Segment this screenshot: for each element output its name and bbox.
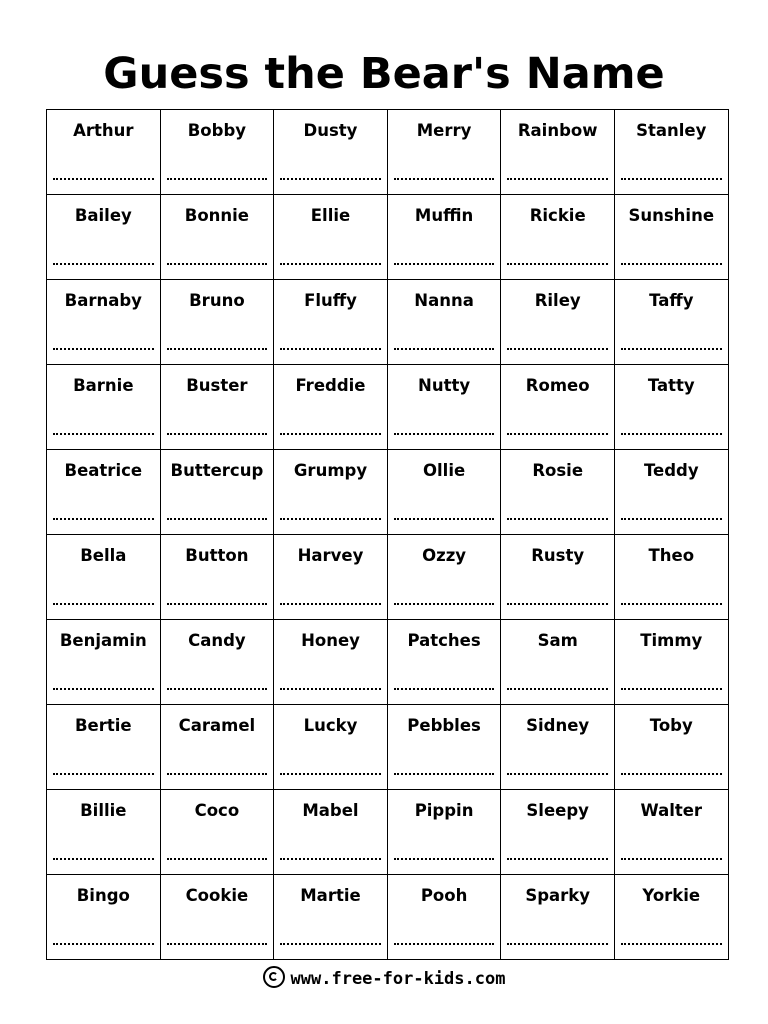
name-cell	[614, 110, 728, 195]
grid-row	[47, 705, 729, 790]
name-cell	[387, 365, 501, 450]
tally-dotted-line	[167, 688, 268, 690]
tally-dotted-line	[280, 433, 381, 435]
bear-name: Stanley	[636, 121, 707, 140]
bear-name: Nutty	[418, 376, 471, 395]
tally-dotted-line	[621, 858, 722, 860]
bear-name: Honey	[301, 631, 360, 650]
name-cell	[614, 875, 728, 960]
tally-dotted-line	[394, 858, 495, 860]
bear-names-grid	[46, 109, 729, 960]
tally-dotted-line	[280, 603, 381, 605]
name-cell	[501, 195, 615, 280]
bear-name: Sunshine	[628, 206, 715, 225]
bear-name: Rosie	[532, 461, 584, 480]
tally-dotted-line	[621, 518, 722, 520]
tally-dotted-line	[53, 603, 154, 605]
name-cell	[160, 620, 274, 705]
name-cell	[160, 280, 274, 365]
name-cell	[47, 875, 161, 960]
tally-dotted-line	[167, 943, 268, 945]
bear-name: Fluffy	[304, 291, 357, 310]
name-cell	[387, 705, 501, 790]
tally-dotted-line	[394, 263, 495, 265]
grid-row	[47, 875, 729, 960]
name-cell	[47, 110, 161, 195]
name-cell	[274, 110, 388, 195]
bear-name: Bingo	[76, 886, 130, 905]
tally-dotted-line	[280, 858, 381, 860]
tally-dotted-line	[167, 178, 268, 180]
name-cell	[501, 620, 615, 705]
tally-dotted-line	[280, 263, 381, 265]
bear-name: Tatty	[647, 376, 695, 395]
name-cell	[501, 450, 615, 535]
tally-dotted-line	[621, 263, 722, 265]
bear-name: Coco	[194, 801, 240, 820]
footer	[0, 966, 768, 992]
bear-name: Bella	[80, 546, 127, 565]
name-cell	[160, 365, 274, 450]
grid-row	[47, 450, 729, 535]
name-cell	[47, 705, 161, 790]
bear-name: Buster	[186, 376, 248, 395]
bear-name: Beatrice	[64, 461, 143, 480]
tally-dotted-line	[621, 433, 722, 435]
name-cell	[274, 365, 388, 450]
tally-dotted-line	[507, 518, 608, 520]
tally-dotted-line	[280, 348, 381, 350]
bear-name: Ollie	[422, 461, 466, 480]
bear-name: Barnie	[73, 376, 134, 395]
bear-name: Bonnie	[184, 206, 250, 225]
bear-name: Timmy	[640, 631, 703, 650]
name-cell	[387, 875, 501, 960]
name-cell	[274, 535, 388, 620]
tally-dotted-line	[53, 433, 154, 435]
bear-name: Ellie	[310, 206, 351, 225]
tally-dotted-line	[53, 688, 154, 690]
name-cell	[387, 280, 501, 365]
name-cell	[160, 535, 274, 620]
grid-row	[47, 620, 729, 705]
bear-name: Grumpy	[293, 461, 368, 480]
tally-dotted-line	[507, 603, 608, 605]
bear-name: Buttercup	[170, 461, 264, 480]
tally-dotted-line	[507, 688, 608, 690]
bear-name: Nanna	[414, 291, 474, 310]
name-cell	[47, 620, 161, 705]
name-cell	[501, 535, 615, 620]
tally-dotted-line	[394, 518, 495, 520]
tally-dotted-line	[507, 858, 608, 860]
tally-dotted-line	[53, 773, 154, 775]
tally-dotted-line	[621, 943, 722, 945]
bear-name: Pebbles	[407, 716, 481, 735]
tally-dotted-line	[280, 518, 381, 520]
bear-name: Theo	[648, 546, 695, 565]
bear-name: Taffy	[649, 291, 694, 310]
tally-dotted-line	[167, 433, 268, 435]
tally-dotted-line	[507, 943, 608, 945]
tally-dotted-line	[53, 518, 154, 520]
grid-body	[47, 110, 729, 960]
tally-dotted-line	[394, 348, 495, 350]
copyright-icon	[263, 966, 285, 988]
name-cell	[274, 195, 388, 280]
tally-dotted-line	[507, 348, 608, 350]
bear-name: Candy	[188, 631, 246, 650]
tally-dotted-line	[621, 348, 722, 350]
name-cell	[160, 875, 274, 960]
tally-dotted-line	[167, 348, 268, 350]
name-cell	[501, 790, 615, 875]
name-cell	[614, 705, 728, 790]
name-cell	[614, 365, 728, 450]
tally-dotted-line	[53, 178, 154, 180]
name-cell	[160, 195, 274, 280]
tally-dotted-line	[507, 433, 608, 435]
bear-name: Romeo	[525, 376, 590, 395]
name-cell	[160, 450, 274, 535]
name-cell	[274, 790, 388, 875]
name-cell	[614, 535, 728, 620]
name-cell	[160, 790, 274, 875]
name-cell	[387, 450, 501, 535]
name-cell	[614, 195, 728, 280]
tally-dotted-line	[280, 688, 381, 690]
name-cell	[614, 790, 728, 875]
name-cell	[274, 875, 388, 960]
grid-row	[47, 110, 729, 195]
bear-name: Sleepy	[526, 801, 589, 820]
bear-name: Martie	[300, 886, 361, 905]
name-cell	[501, 280, 615, 365]
name-cell	[274, 280, 388, 365]
tally-dotted-line	[394, 178, 495, 180]
name-cell	[47, 790, 161, 875]
bear-name: Rainbow	[517, 121, 598, 140]
name-cell	[501, 365, 615, 450]
tally-dotted-line	[53, 858, 154, 860]
tally-dotted-line	[167, 773, 268, 775]
grid-row	[47, 535, 729, 620]
tally-dotted-line	[394, 773, 495, 775]
tally-dotted-line	[621, 773, 722, 775]
bear-name: Bruno	[189, 291, 245, 310]
tally-dotted-line	[167, 263, 268, 265]
tally-dotted-line	[394, 943, 495, 945]
name-cell	[47, 450, 161, 535]
bear-name: Yorkie	[642, 886, 701, 905]
name-cell	[47, 280, 161, 365]
tally-dotted-line	[167, 603, 268, 605]
bear-name: Bertie	[74, 716, 132, 735]
bear-name: Riley	[534, 291, 581, 310]
bear-name: Rickie	[529, 206, 586, 225]
tally-dotted-line	[167, 858, 268, 860]
tally-dotted-line	[394, 688, 495, 690]
name-cell	[614, 450, 728, 535]
bear-name: Pippin	[414, 801, 474, 820]
bear-name: Merry	[416, 121, 472, 140]
name-cell	[501, 110, 615, 195]
grid-row	[47, 365, 729, 450]
tally-dotted-line	[621, 688, 722, 690]
name-cell	[614, 280, 728, 365]
bear-name: Walter	[640, 801, 703, 820]
bear-name: Billie	[80, 801, 127, 820]
bear-name: Harvey	[297, 546, 364, 565]
tally-dotted-line	[167, 518, 268, 520]
tally-dotted-line	[621, 603, 722, 605]
bear-name: Rusty	[531, 546, 585, 565]
tally-dotted-line	[280, 943, 381, 945]
name-cell	[160, 705, 274, 790]
bear-name: Benjamin	[59, 631, 147, 650]
tally-dotted-line	[507, 178, 608, 180]
bear-name: Pooh	[420, 886, 468, 905]
name-cell	[501, 875, 615, 960]
name-cell	[47, 365, 161, 450]
bear-name: Barnaby	[64, 291, 142, 310]
tally-dotted-line	[507, 263, 608, 265]
tally-dotted-line	[53, 943, 154, 945]
bear-name: Ozzy	[422, 546, 467, 565]
bear-name: Lucky	[303, 716, 358, 735]
name-cell	[274, 705, 388, 790]
bear-name: Toby	[649, 716, 693, 735]
bear-name: Freddie	[295, 376, 366, 395]
name-cell	[160, 110, 274, 195]
bear-name: Bailey	[74, 206, 132, 225]
tally-dotted-line	[280, 178, 381, 180]
name-cell	[387, 790, 501, 875]
footer-url: www.free-for-kids.com	[290, 969, 506, 989]
bear-name: Dusty	[303, 121, 358, 140]
name-cell	[387, 535, 501, 620]
name-cell	[47, 535, 161, 620]
name-cell	[387, 195, 501, 280]
name-cell	[387, 620, 501, 705]
tally-dotted-line	[280, 773, 381, 775]
bear-name: Teddy	[643, 461, 699, 480]
name-cell	[501, 705, 615, 790]
bear-name: Button	[185, 546, 249, 565]
bear-name: Caramel	[178, 716, 256, 735]
bear-name: Sidney	[526, 716, 590, 735]
grid-row	[47, 280, 729, 365]
bear-name: Mabel	[302, 801, 359, 820]
bear-name: Sparky	[525, 886, 591, 905]
bear-name: Cookie	[185, 886, 249, 905]
bear-name: Arthur	[73, 121, 134, 140]
bear-name: Patches	[407, 631, 481, 650]
name-cell	[387, 110, 501, 195]
name-cell	[47, 195, 161, 280]
tally-dotted-line	[53, 348, 154, 350]
tally-dotted-line	[53, 263, 154, 265]
bear-name: Muffin	[414, 206, 474, 225]
grid-row	[47, 790, 729, 875]
page-title: Guess the Bear's Name	[103, 49, 665, 99]
bear-name: Bobby	[187, 121, 247, 140]
name-cell	[274, 450, 388, 535]
name-cell	[614, 620, 728, 705]
bear-name: Sam	[537, 631, 578, 650]
grid-row	[47, 195, 729, 280]
tally-dotted-line	[507, 773, 608, 775]
tally-dotted-line	[394, 603, 495, 605]
tally-dotted-line	[621, 178, 722, 180]
tally-dotted-line	[394, 433, 495, 435]
name-cell	[274, 620, 388, 705]
